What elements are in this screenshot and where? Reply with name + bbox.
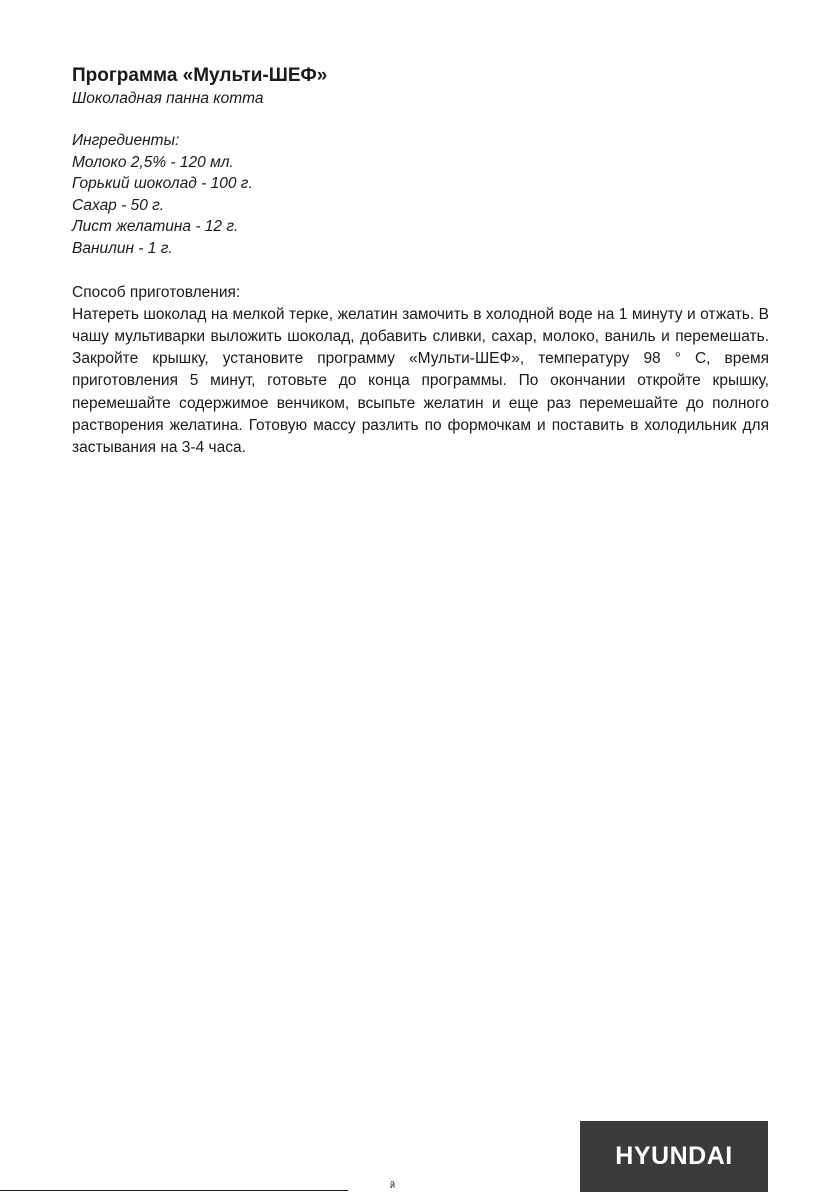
footer-rule — [0, 1190, 348, 1191]
ingredient-item: Ванилин - 1 г. — [72, 239, 173, 257]
method-section — [72, 282, 769, 460]
footer-mark: й — [390, 1180, 396, 1190]
ingredient-item: Горький шоколад - 100 г. — [72, 175, 253, 193]
program-title: Программа «Мульти-ШЕФ» — [72, 65, 328, 86]
ingredient-item: Сахар - 50 г. — [72, 196, 165, 214]
method-heading: Способ приготовления: — [72, 283, 241, 301]
ingredients-section — [72, 130, 769, 260]
ingredient-item: Молоко 2,5% - 120 мл. — [72, 153, 234, 171]
ingredients-heading: Ингредиенты: — [72, 132, 180, 149]
recipe-subtitle: Шоколадная панна котта — [72, 90, 264, 107]
hyundai-logo: HYUNDAI — [580, 1121, 768, 1192]
recipe-content — [72, 64, 769, 459]
ingredient-item: Лист желатина - 12 г. — [72, 218, 239, 236]
method-text: Натереть шоколад на мелкой терке, желатин замочить в холодной воде на 1 минуту и отжать. В чашу мультиварки выложить шоколад, добавить сливки, сахар, молоко, ваниль и перемешать. Закройте крышку, установите программу «Мульти-ШЕФ», температуру 98 ° С, время приготовления 5 минут, готовьте до конца программы. По окончании откройте крышку, перемешайте содержимое венчиком, всыпьте желатин и еще раз перемешайте до полного растворения желатина. Готовую массу разлить по формочкам и поставить в холодильник для застывания на 3-4 часа. — [72, 305, 769, 456]
